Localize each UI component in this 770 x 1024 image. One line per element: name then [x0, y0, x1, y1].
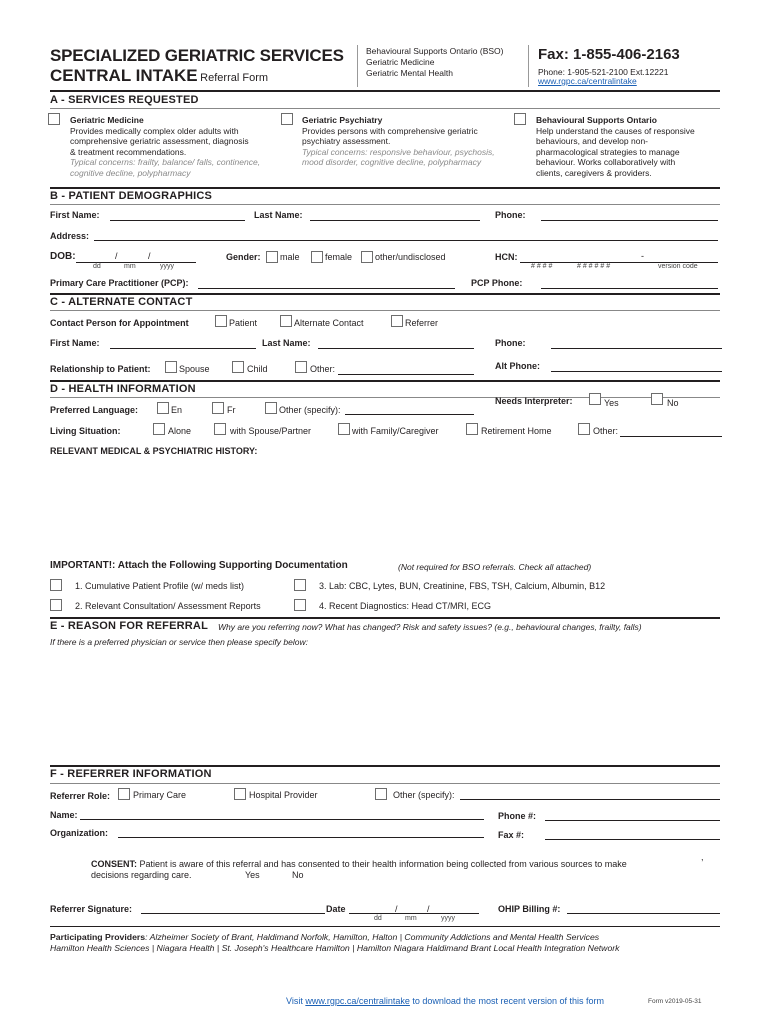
service-concerns: Typical concerns: responsive behaviour, psychosis,: [302, 146, 495, 157]
service-concerns: mood disorder, cognitive decline, polypharmacy: [302, 157, 482, 167]
with-family-checkbox[interactable]: [338, 423, 350, 435]
doc-consult-label: 2. Relevant Consultation/ Assessment Reports: [75, 601, 261, 611]
visit-link[interactable]: www.rgpc.ca/centralintake: [305, 996, 410, 1006]
service-name: Geriatric Psychiatry: [302, 115, 383, 125]
service-name: Geriatric Medicine: [70, 115, 144, 125]
section-c-title: C - ALTERNATE CONTACT: [50, 296, 193, 308]
last-name-field[interactable]: [310, 220, 480, 221]
alt-first-name-label: First Name:: [50, 338, 100, 348]
bso-block: [536, 115, 695, 178]
date-mm-hint: mm: [405, 915, 417, 922]
service-desc: behaviours, and develop non-: [536, 136, 648, 146]
geriatric-medicine-checkbox[interactable]: [48, 113, 60, 125]
service-desc: pharmacological strategies to manage: [536, 146, 680, 157]
stray-mark: ,: [701, 852, 704, 862]
lang-other-checkbox[interactable]: [265, 402, 277, 414]
pcp-phone-label: PCP Phone:: [471, 278, 523, 288]
docs-note: (Not required for BSO referrals. Check all attached): [398, 562, 592, 572]
female-label: female: [325, 252, 353, 262]
other-gender-label: other/undisclosed: [375, 252, 446, 262]
consent-text: [91, 859, 627, 869]
lang-fr-checkbox[interactable]: [212, 402, 224, 414]
role-other-checkbox[interactable]: [375, 788, 387, 800]
with-family-label: with Family/Caregiver: [352, 426, 439, 436]
child-label: Child: [247, 364, 268, 374]
retirement-home-checkbox[interactable]: [466, 423, 478, 435]
service-concerns: cognitive decline, polypharmacy: [70, 167, 191, 178]
section-a-title: A - SERVICES REQUESTED: [50, 94, 199, 106]
service-desc: clients, caregivers & providers.: [536, 167, 652, 178]
interpreter-no-label: No: [667, 398, 679, 408]
bso-checkbox[interactable]: [514, 113, 526, 125]
contact-alt-label: Alternate Contact: [294, 318, 364, 328]
referrer-name-label: Name:: [50, 810, 78, 820]
last-name-label: Last Name:: [254, 210, 303, 220]
providers-text: : Alzheimer Society of Brant, Haldimand Norfolk, Hamilton, Halton | Community Addictions and Mental Health Services: [145, 932, 600, 942]
signature-field[interactable]: [141, 913, 325, 914]
referral-subtext: If there is a preferred physician or service then please specify below:: [50, 637, 308, 647]
form-version: Form v2019-05-31: [648, 998, 702, 1005]
other-relationship-checkbox[interactable]: [295, 361, 307, 373]
doc-consult-checkbox[interactable]: [50, 599, 62, 611]
referral-form-label: Referral Form: [200, 72, 269, 84]
consent-body-2: decisions regarding care.: [91, 870, 192, 880]
referral-reason-textarea[interactable]: [50, 650, 720, 760]
address-label: Address:: [50, 231, 90, 241]
relationship-label: Relationship to Patient:: [50, 364, 151, 374]
lang-en-checkbox[interactable]: [157, 402, 169, 414]
contact-patient-checkbox[interactable]: [215, 315, 227, 327]
pcp-phone-field[interactable]: [541, 288, 718, 289]
form-subtitle: [50, 66, 268, 86]
service-desc: behaviour. Works collaboratively with: [536, 157, 676, 167]
yyyy-hint: yyyy: [160, 263, 174, 270]
history-label: RELEVANT MEDICAL & PSYCHIATRIC HISTORY:: [50, 446, 258, 456]
referrer-phone-label: Phone #:: [498, 811, 537, 821]
alone-checkbox[interactable]: [153, 423, 165, 435]
program-item: Geriatric Mental Health: [366, 68, 453, 78]
contact-patient-label: Patient: [229, 318, 258, 328]
other-relationship-field[interactable]: [338, 374, 474, 375]
date-yyyy-hint: yyyy: [441, 915, 455, 922]
form-title: SPECIALIZED GERIATRIC SERVICES: [50, 46, 344, 65]
with-spouse-checkbox[interactable]: [214, 423, 226, 435]
female-checkbox[interactable]: [311, 251, 323, 263]
living-label: Living Situation:: [50, 426, 121, 436]
interpreter-yes-label: Yes: [604, 398, 619, 408]
mm-hint: mm: [124, 263, 136, 270]
doc-lab-label: 3. Lab: CBC, Lytes, BUN, Creatinine, FBS, TSH, Calcium, Albumin, B12: [319, 581, 606, 591]
dob-slash: /: [148, 251, 151, 261]
date-slash: /: [427, 904, 430, 914]
doc-lab-checkbox[interactable]: [294, 579, 306, 591]
date-label: Date: [326, 904, 346, 914]
visit-line: [286, 996, 604, 1006]
hcn-format: # # # #: [531, 263, 553, 270]
alone-label: Alone: [168, 426, 192, 436]
dob-label: DOB:: [50, 251, 76, 262]
website-link[interactable]: www.rgpc.ca/centralintake: [538, 76, 637, 86]
doc-diagnostics-label: 4. Recent Diagnostics: Head CT/MRI, ECG: [319, 601, 492, 611]
address-field[interactable]: [94, 240, 718, 241]
contact-alt-checkbox[interactable]: [280, 315, 292, 327]
role-hospital-checkbox[interactable]: [234, 788, 246, 800]
contact-person-label: Contact Person for Appointment: [50, 318, 189, 328]
version-code-hint: version code: [658, 263, 698, 270]
role-other-label: Other (specify):: [393, 790, 455, 800]
hcn-format: # # # # # #: [577, 263, 611, 270]
retirement-home-label: Retirement Home: [481, 426, 552, 436]
lang-other-field[interactable]: [345, 414, 474, 415]
section-d-title: D - HEALTH INFORMATION: [50, 383, 196, 395]
living-other-checkbox[interactable]: [578, 423, 590, 435]
pcp-label: Primary Care Practitioner (PCP):: [50, 278, 189, 288]
service-desc: Provides persons with comprehensive geriatric: [302, 125, 478, 136]
language-label: Preferred Language:: [50, 405, 139, 415]
phone-label: Phone:: [495, 210, 526, 220]
dob-slash: /: [115, 251, 118, 261]
referrer-phone-field[interactable]: [545, 820, 720, 821]
male-label: male: [280, 252, 300, 262]
providers-line-1: [50, 932, 599, 942]
interpreter-no-checkbox[interactable]: [651, 393, 663, 405]
central-intake-label: CENTRAL INTAKE: [50, 66, 198, 85]
male-checkbox[interactable]: [266, 251, 278, 263]
consent-body: Patient is aware of this referral and has consented to their health information being collected from various sources to make: [139, 859, 627, 869]
alt-phone-field-2[interactable]: [551, 371, 722, 372]
referrer-role-label: Referrer Role:: [50, 791, 111, 801]
lang-other-label: Other (specify):: [279, 405, 341, 415]
consent-yes[interactable]: Yes: [245, 870, 260, 880]
alt-phone-label-1: Phone:: [495, 338, 526, 348]
geriatric-medicine-block: [70, 115, 260, 178]
service-desc: Provides medically complex older adults with: [70, 125, 239, 136]
service-desc: Help understand the causes of responsive: [536, 125, 695, 136]
doc-cpp-label: 1. Cumulative Patient Profile (w/ meds list): [75, 581, 245, 591]
phone-number: Phone: 1-905-521-2100 Ext.12221: [538, 67, 669, 77]
hcn-dash: -: [641, 251, 644, 261]
first-name-label: First Name:: [50, 210, 100, 220]
consent-label: CONSENT:: [91, 859, 138, 869]
living-other-label: Other:: [593, 426, 619, 436]
alt-phone-field-1[interactable]: [551, 348, 722, 349]
fax-number: Fax: 1-855-406-2163: [538, 46, 680, 63]
pcp-field[interactable]: [198, 288, 455, 289]
referrer-name-field[interactable]: [80, 819, 484, 820]
referral-question: Why are you referring now? What has changed? Risk and safety issues? (e.g., behavioural changes, frailty, falls): [218, 622, 642, 632]
providers-label: Participating Providers: [50, 932, 146, 942]
section-e-title: E - REASON FOR REFERRAL: [50, 620, 208, 632]
visit-pre: Visit: [286, 996, 306, 1006]
contact-referrer-label: Referrer: [405, 318, 439, 328]
service-desc: & treatment recommendations.: [70, 146, 187, 157]
lang-fr-label: Fr: [227, 405, 236, 415]
role-primary-label: Primary Care: [133, 790, 187, 800]
alt-last-name-label: Last Name:: [262, 338, 311, 348]
section-f-title: F - REFERRER INFORMATION: [50, 768, 212, 780]
gender-label: Gender:: [226, 252, 261, 262]
alt-phone-label-2: Alt Phone:: [495, 361, 540, 371]
phone-field[interactable]: [541, 220, 718, 221]
alt-last-name-field[interactable]: [318, 348, 474, 349]
signature-label: Referrer Signature:: [50, 904, 133, 914]
spouse-checkbox[interactable]: [165, 361, 177, 373]
program-list: [366, 46, 503, 79]
role-other-field[interactable]: [460, 799, 720, 800]
consent-no[interactable]: No: [292, 870, 304, 880]
visit-post: to download the most recent version of this form: [409, 996, 604, 1006]
organization-label: Organization:: [50, 828, 108, 838]
docs-title: IMPORTANT!: Attach the Following Supporting Documentation: [50, 560, 348, 571]
living-other-field[interactable]: [620, 436, 722, 437]
service-desc: comprehensive geriatric assessment, diagnosis: [70, 136, 249, 146]
ohip-field[interactable]: [567, 913, 720, 914]
date-slash: /: [395, 904, 398, 914]
lang-en-label: En: [171, 405, 183, 415]
first-name-field[interactable]: [110, 220, 245, 221]
hcn-label: HCN:: [495, 252, 518, 262]
history-textarea[interactable]: [50, 460, 720, 555]
child-checkbox[interactable]: [232, 361, 244, 373]
referrer-fax-field[interactable]: [545, 839, 720, 840]
service-desc: psychiatry assessment.: [302, 136, 391, 146]
role-hospital-label: Hospital Provider: [249, 790, 318, 800]
interpreter-yes-checkbox[interactable]: [589, 393, 601, 405]
date-field[interactable]: [349, 913, 479, 914]
section-b-title: B - PATIENT DEMOGRAPHICS: [50, 190, 213, 202]
spouse-label: Spouse: [179, 364, 210, 374]
referrer-fax-label: Fax #:: [498, 830, 525, 840]
organization-field[interactable]: [118, 837, 484, 838]
ohip-label: OHIP Billing #:: [498, 904, 561, 914]
dd-hint: dd: [93, 263, 101, 270]
providers-line-2: Hamilton Health Sciences | Niagara Health | St. Joseph's Healthcare Hamilton | Hamilton Niagara Haldimand Brant Local Health Integration Network: [50, 943, 620, 953]
geriatric-psychiatry-checkbox[interactable]: [281, 113, 293, 125]
with-spouse-label: with Spouse/Partner: [230, 426, 312, 436]
interpreter-label: Needs Interpreter:: [495, 396, 573, 406]
date-dd-hint: dd: [374, 915, 382, 922]
service-name: Behavioural Supports Ontario: [536, 115, 657, 125]
geriatric-psychiatry-block: [302, 115, 495, 168]
service-concerns: Typical concerns: frailty, balance/ falls, continence,: [70, 157, 261, 167]
doc-cpp-checkbox[interactable]: [50, 579, 62, 591]
other-relationship-label: Other:: [310, 364, 336, 374]
program-item: Geriatric Medicine: [366, 57, 435, 67]
contact-referrer-checkbox[interactable]: [391, 315, 403, 327]
role-primary-checkbox[interactable]: [118, 788, 130, 800]
alt-first-name-field[interactable]: [110, 348, 256, 349]
doc-diagnostics-checkbox[interactable]: [294, 599, 306, 611]
other-gender-checkbox[interactable]: [361, 251, 373, 263]
program-item: Behavioural Supports Ontario (BSO): [366, 46, 504, 56]
